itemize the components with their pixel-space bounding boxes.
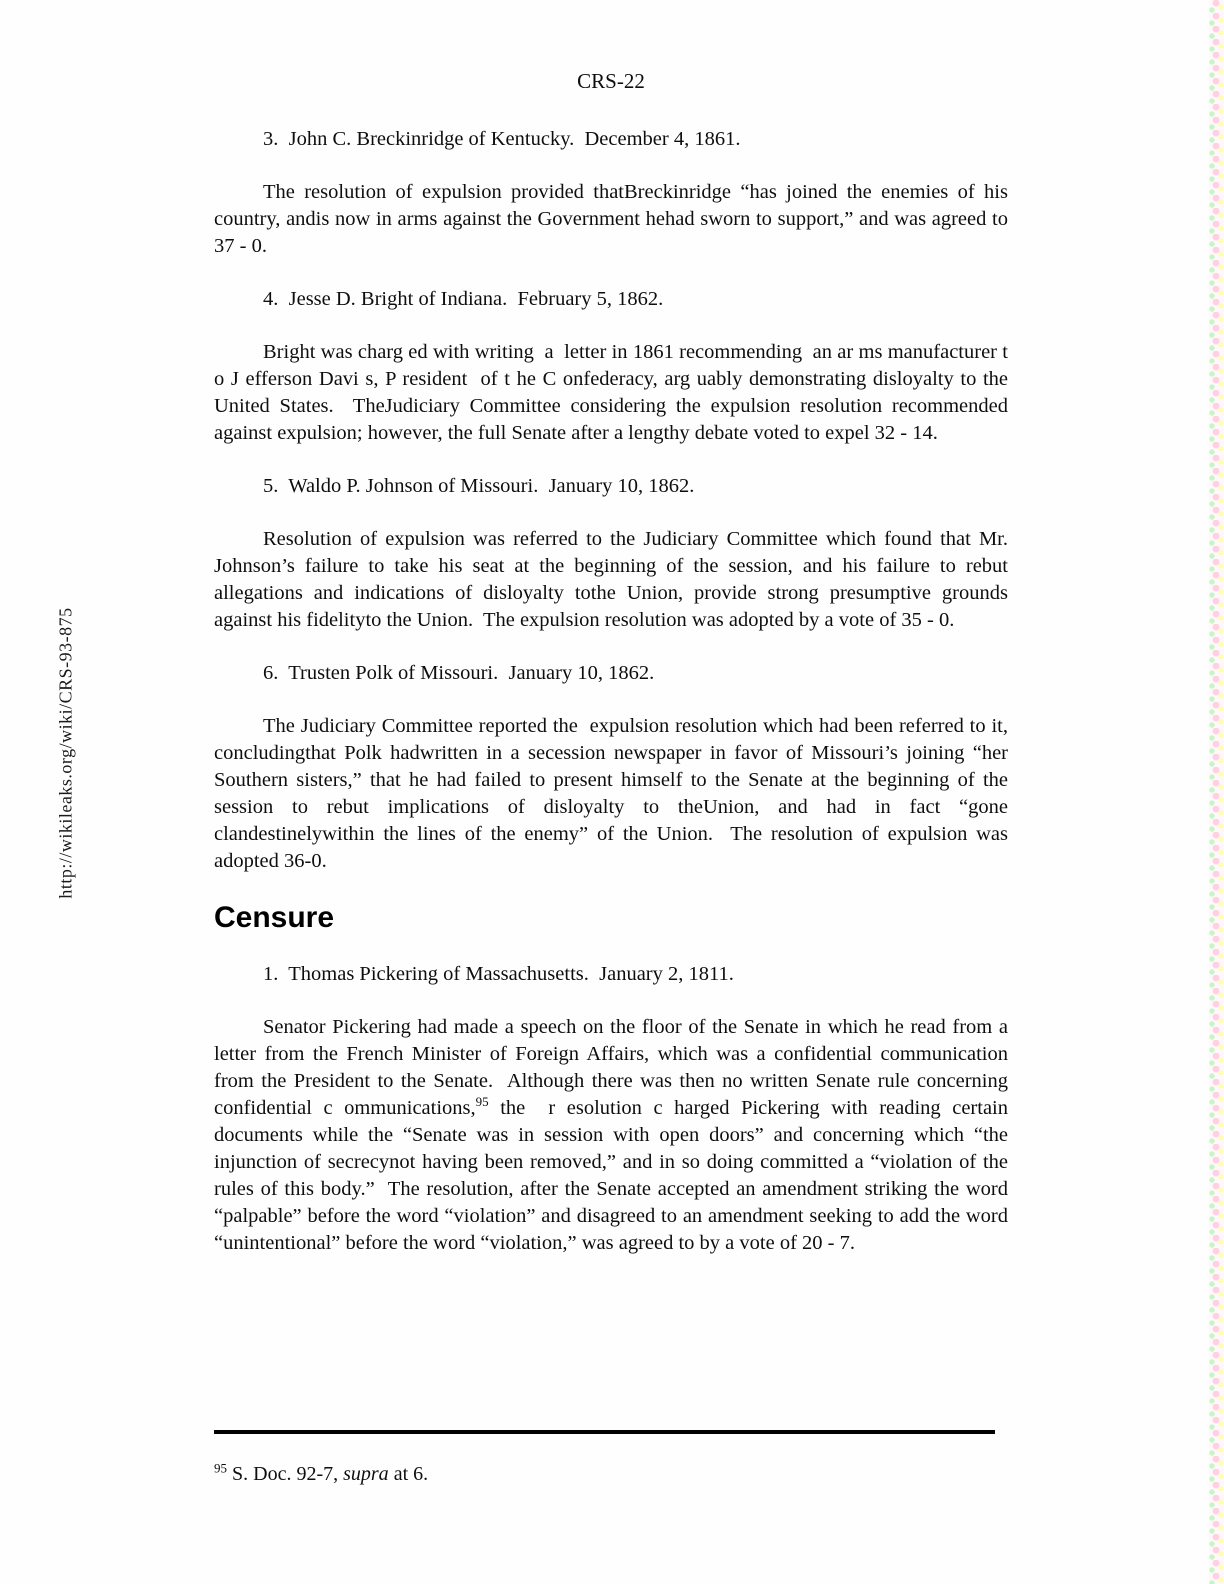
footnote-citation-italic: supra xyxy=(343,1463,389,1485)
censure-paragraph-text-continued: the r esolution c harged Pickering with reading certain documents while the “Senate was in session with open doors” and concerning which “the injunction of secrecynot having been removed,” and in so doing committed a “violation of the rules of this body.” The resolution, after the Senate accepted an amendment striking the word “palpable” before the word “violation” and disagreed to an amendment seeking to add the word “unintentional” before the word “violation,” was agreed to by a vote of 20 - 7. xyxy=(214,1097,1014,1254)
expulsion-item-5-paragraph: Resolution of expulsion was referred to the Judiciary Committee which found that Mr. Johnson’s failure to take his seat at the beginning of the session, and his failure to rebut allegations and indications of disloyalty tothe Union, provide strong presumptive grounds against his fidelityto the Union. The expulsion resolution was adopted by a vote of 35 - 0. xyxy=(214,528,1014,631)
footnote-marker: 95 xyxy=(214,1460,227,1476)
expulsion-item-5-heading: 5. Waldo P. Johnson of Missouri. January 10, 1862. xyxy=(263,475,695,497)
document-content xyxy=(214,0,1024,1257)
expulsion-item-6-heading: 6. Trusten Polk of Missouri. January 10, 1862. xyxy=(263,662,655,684)
censure-section-heading: Censure xyxy=(214,901,335,934)
footnote-reference-95: 95 xyxy=(475,1094,489,1110)
footnote-citation: S. Doc. 92-7, xyxy=(227,1463,344,1485)
censure-item-1-paragraph xyxy=(214,1014,1024,1257)
expulsion-item-3-paragraph: The resolution of expulsion provided thatBreckinridge “has joined the enemies of his country, andis now in arms against the Government hehad sworn to support,” and was agreed to 37 - 0. xyxy=(214,181,1014,257)
footnote-text xyxy=(214,1461,995,1487)
footnote-divider xyxy=(214,1430,995,1434)
footnote-citation-end: at 6. xyxy=(388,1463,429,1485)
expulsion-item-3-heading: 3. John C. Breckinridge of Kentucky. December 4, 1861. xyxy=(263,128,741,150)
footnote-area xyxy=(214,1430,995,1487)
expulsion-item-4-heading: 4. Jesse D. Bright of Indiana. February 5, 1862. xyxy=(263,288,664,310)
expulsion-item-4-paragraph: Bright was charg ed with writing a letter in 1861 recommending an ar ms manufacturer t o J efferson Davi s, P resident of t he C onfederacy, arg uably demonstrating disloyalty to the United States. TheJudiciary Committee considering the expulsion resolution recommended against expulsion; however, the full Senate after a lengthy debate voted to expel 32 - 14. xyxy=(214,341,1014,444)
expulsion-item-6-paragraph: The Judiciary Committee reported the expulsion resolution which had been referred to it, concludingthat Polk hadwritten in a secession newspaper in favor of Missouri’s joining “her Southern sisters,” that he had failed to present himself to the Senate at the beginning of the session to rebut implications of disloyalty to theUnion, and had in fact “gone clandestinelywithin the lines of the enemy” of the Union. The resolution of expulsion was adopted 36-0. xyxy=(214,715,1014,872)
wikileaks-source-url-watermark: http://wikileaks.org/wiki/CRS-93-875 xyxy=(55,607,76,899)
censure-item-1-heading: 1. Thomas Pickering of Massachusetts. January 2, 1811. xyxy=(263,963,734,985)
page-number-header: CRS-22 xyxy=(577,69,645,93)
censure-paragraph-text: Senator Pickering had made a speech on the floor of the Senate in which he read from a letter from the French Minister of Foreign Affairs, which was a confidential communication from the President to the Senate. Although there was then no written Senate rule concerning confidential c ommunications, xyxy=(214,1016,1024,1119)
page-edge-pattern xyxy=(1209,0,1224,1584)
